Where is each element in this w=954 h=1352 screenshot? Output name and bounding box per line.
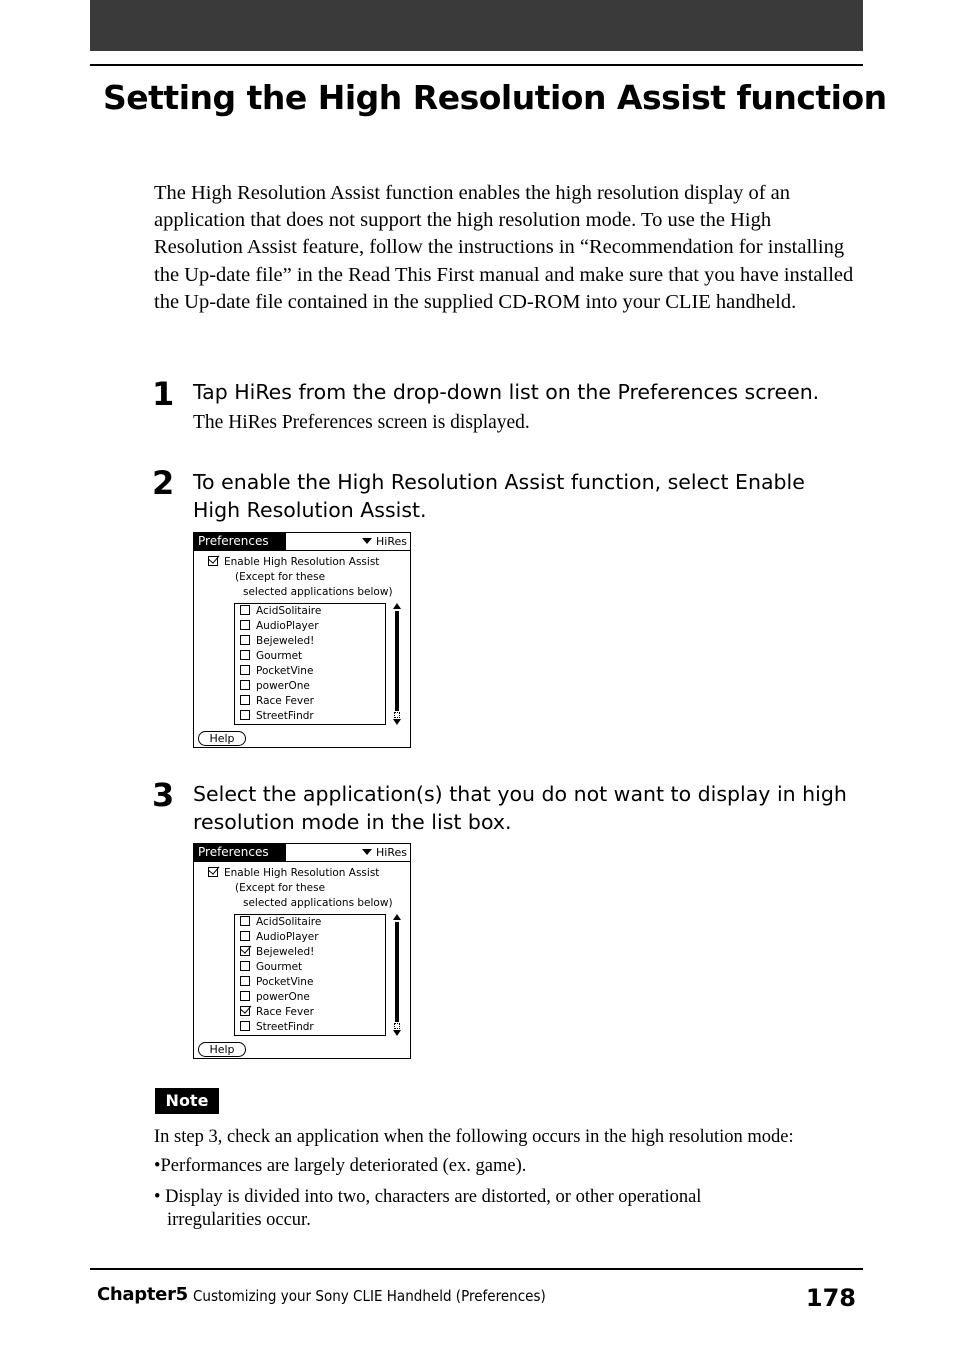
list-item[interactable] bbox=[240, 960, 385, 975]
header-bar bbox=[90, 0, 863, 51]
footer-description: Customizing your Sony CLIE Handheld (Preferences) bbox=[193, 1287, 546, 1305]
list-item[interactable] bbox=[240, 1020, 385, 1035]
enable-hires-checkbox[interactable] bbox=[208, 555, 379, 570]
app-name: AudioPlayer bbox=[256, 931, 319, 943]
app-name: AcidSolitaire bbox=[256, 916, 322, 928]
checkbox-icon bbox=[240, 695, 250, 705]
checkbox-icon bbox=[240, 635, 250, 645]
step-1-text: Tap HiRes from the drop-down list on the Preferences screen. bbox=[193, 380, 820, 404]
step-3-number: 3 bbox=[152, 776, 175, 814]
app-list bbox=[235, 604, 385, 724]
app-name: PocketVine bbox=[256, 665, 314, 677]
app-name: powerOne bbox=[256, 680, 310, 692]
scroll-up-arrow-icon[interactable] bbox=[393, 914, 401, 920]
hires-picker-label: HiRes bbox=[376, 846, 407, 859]
checkbox-icon bbox=[240, 991, 250, 1001]
hires-picker[interactable] bbox=[362, 533, 407, 550]
scroll-thumb[interactable] bbox=[395, 611, 399, 711]
step-2-text: To enable the High Resolution Assist function, select Enable High Resolution Assist. bbox=[193, 470, 805, 522]
app-name: AcidSolitaire bbox=[256, 605, 322, 617]
except-line-1: (Except for these bbox=[235, 571, 326, 583]
checkbox-icon bbox=[240, 620, 250, 630]
list-item[interactable] bbox=[240, 604, 385, 619]
list-item[interactable] bbox=[240, 619, 385, 634]
intro-paragraph: The High Resolution Assist function enables the high resolution display of an application that does not support the high resolution mode. To use the High Resolution Assist feature, follow the instructions in “Recommendation for installing the Up-date file” in the Read This First manual and make sure that you have installed the Up-date file contained in the supplied CD-ROM into your CLIE handheld. bbox=[154, 182, 854, 313]
screen-title-bar bbox=[194, 533, 410, 551]
checkbox-icon bbox=[240, 605, 250, 615]
app-name: Race Fever bbox=[256, 1006, 314, 1018]
preferences-tab[interactable]: Preferences bbox=[194, 533, 286, 550]
help-button[interactable]: Help bbox=[198, 1042, 246, 1057]
checkbox-icon bbox=[240, 680, 250, 690]
hires-picker[interactable] bbox=[362, 844, 407, 861]
checkbox-icon bbox=[240, 931, 250, 941]
checkbox-icon bbox=[240, 1021, 250, 1031]
footer-chapter: Chapter5 bbox=[97, 1284, 188, 1305]
note-bullet-1 bbox=[154, 1155, 794, 1178]
app-name: Gourmet bbox=[256, 650, 303, 662]
checkbox-icon bbox=[208, 867, 218, 877]
list-item[interactable] bbox=[240, 1005, 385, 1020]
bullet-text: Performances are largely deteriorated (ex. game). bbox=[160, 1156, 527, 1176]
list-item[interactable] bbox=[240, 634, 385, 649]
app-list-box[interactable] bbox=[234, 914, 386, 1036]
app-name: StreetFindr bbox=[256, 710, 314, 722]
checkbox-icon bbox=[240, 1006, 250, 1016]
list-item[interactable] bbox=[240, 945, 385, 960]
footer-rule bbox=[90, 1268, 863, 1270]
dropdown-triangle-icon bbox=[362, 849, 372, 855]
step-1-number: 1 bbox=[152, 375, 175, 413]
app-name: Gourmet bbox=[256, 961, 303, 973]
scroll-thumb[interactable] bbox=[395, 922, 399, 1022]
hires-screen-2 bbox=[193, 843, 411, 1059]
checkbox-icon bbox=[208, 556, 218, 566]
checkbox-icon bbox=[240, 650, 250, 660]
dropdown-triangle-icon bbox=[362, 538, 372, 544]
checkbox-icon bbox=[240, 946, 250, 956]
bullet-text: Display is divided into two, characters are distorted, or other operational bbox=[160, 1187, 702, 1207]
enable-hires-label: Enable High Resolution Assist bbox=[224, 867, 380, 879]
app-name: Bejeweled! bbox=[256, 946, 315, 958]
app-name: PocketVine bbox=[256, 976, 314, 988]
bullet-marker: • bbox=[154, 1187, 161, 1207]
enable-hires-checkbox[interactable] bbox=[208, 866, 379, 881]
except-line-1: (Except for these bbox=[235, 882, 326, 894]
app-name: Race Fever bbox=[256, 695, 314, 707]
list-item[interactable] bbox=[240, 915, 385, 930]
app-name: powerOne bbox=[256, 991, 310, 1003]
app-name: AudioPlayer bbox=[256, 620, 319, 632]
checkbox-icon bbox=[240, 665, 250, 675]
list-item[interactable] bbox=[240, 709, 385, 724]
list-item[interactable] bbox=[240, 649, 385, 664]
checkbox-icon bbox=[240, 710, 250, 720]
list-item[interactable] bbox=[240, 679, 385, 694]
step-2-number: 2 bbox=[152, 464, 175, 502]
step-3-text: Select the application(s) that you do not want to display in high resolution mode in the list box. bbox=[193, 782, 847, 834]
scroll-up-arrow-icon[interactable] bbox=[393, 603, 401, 609]
app-name: Bejeweled! bbox=[256, 635, 315, 647]
note-text: In step 3, check an application when the following occurs in the high resolution mode: bbox=[154, 1127, 794, 1147]
hires-picker-label: HiRes bbox=[376, 535, 407, 548]
app-list bbox=[235, 915, 385, 1035]
page-number: 178 bbox=[805, 1284, 856, 1312]
screen-title-bar bbox=[194, 844, 410, 862]
list-item[interactable] bbox=[240, 664, 385, 679]
bullet-marker: • bbox=[154, 1156, 161, 1176]
list-item[interactable] bbox=[240, 975, 385, 990]
list-scrollbar[interactable] bbox=[393, 603, 401, 725]
hires-screen-1 bbox=[193, 532, 411, 748]
help-button[interactable]: Help bbox=[198, 731, 246, 746]
list-item[interactable] bbox=[240, 990, 385, 1005]
except-line-2: selected applications below) bbox=[243, 586, 393, 598]
scroll-grip-icon bbox=[394, 1023, 400, 1029]
app-list-box[interactable] bbox=[234, 603, 386, 725]
except-line-2: selected applications below) bbox=[243, 897, 393, 909]
list-scrollbar[interactable] bbox=[393, 914, 401, 1036]
checkbox-icon bbox=[240, 961, 250, 971]
scroll-grip-icon bbox=[394, 712, 400, 718]
list-item[interactable] bbox=[240, 930, 385, 945]
bullet-text-continued: irregularities occur. bbox=[167, 1210, 311, 1230]
list-item[interactable] bbox=[240, 694, 385, 709]
enable-hires-label: Enable High Resolution Assist bbox=[224, 556, 380, 568]
step-1-result: The HiRes Preferences screen is displayed. bbox=[193, 412, 530, 433]
scroll-down-arrow-icon[interactable] bbox=[393, 719, 401, 725]
preferences-tab[interactable]: Preferences bbox=[194, 844, 286, 861]
page-title: Setting the High Resolution Assist function bbox=[103, 78, 887, 117]
app-name: StreetFindr bbox=[256, 1021, 314, 1033]
header-rule bbox=[90, 64, 863, 66]
note-bullet-2 bbox=[154, 1186, 794, 1232]
checkbox-icon bbox=[240, 916, 250, 926]
checkbox-icon bbox=[240, 976, 250, 986]
scroll-down-arrow-icon[interactable] bbox=[393, 1030, 401, 1036]
note-label: Note bbox=[155, 1088, 219, 1114]
